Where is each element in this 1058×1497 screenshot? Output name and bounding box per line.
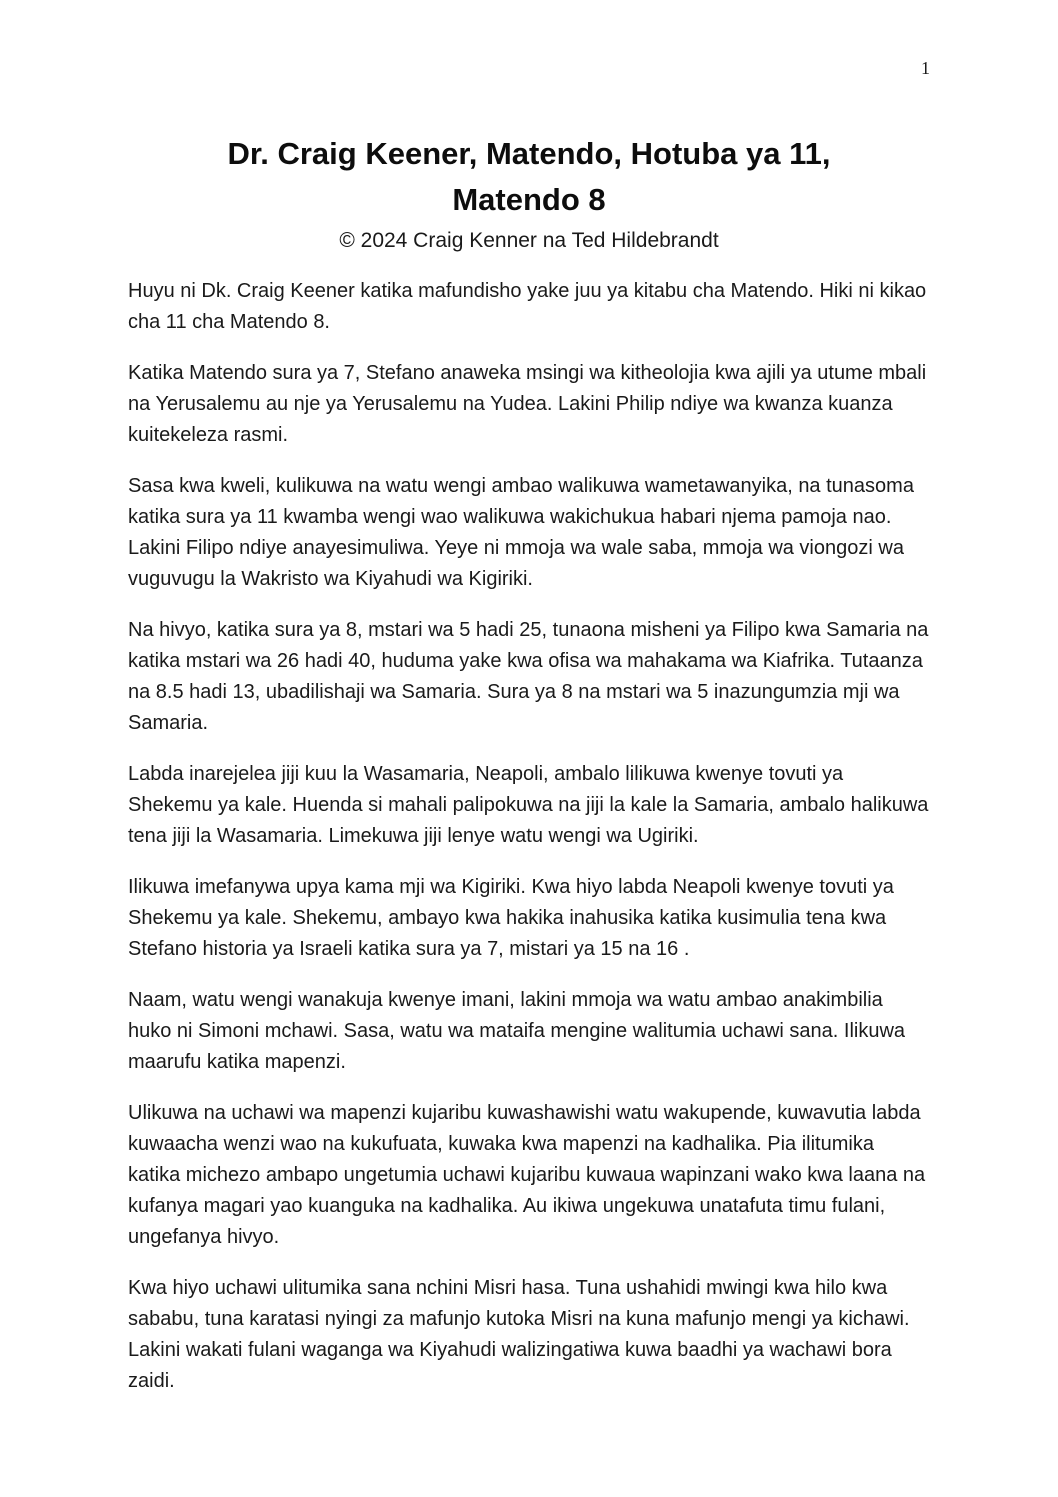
title-line-2: Matendo 8 xyxy=(452,182,606,217)
copyright-line: © 2024 Craig Kenner na Ted Hildebrandt xyxy=(339,229,719,252)
paragraph-8: Ulikuwa na uchawi wa mapenzi kujaribu kuwashawishi watu wakupende, kuwavutia labda kuwaacha wenzi wao na kukufuata, kuwaka kwa mapenzi na kadhalika. Pia ilitumika katika michezo ambapo ungetumia uchawi kujaribu kuwaua wapinzani wako kwa laana na kufanya magari yao kuanguka na kadhalika. Au ikiwa ungekuwa unatafuta timu fulani, ungefanya hivyo. xyxy=(128,1102,926,1248)
page-number: 1 xyxy=(921,58,930,78)
document-title xyxy=(128,131,930,223)
paragraph-4: Na hivyo, katika sura ya 8, mstari wa 5 hadi 25, tunaona misheni ya Filipo kwa Samaria na katika mstari wa 26 hadi 40, huduma yake kwa ofisa wa mahakama wa Kiafrika. Tutaanza na 8.5 hadi 13, ubadilishaji wa Samaria. Sura ya 8 na mstari wa 5 inazungumzia mji wa Samaria. xyxy=(128,619,929,734)
paragraph-6: Ilikuwa imefanywa upya kama mji wa Kigiriki. Kwa hiyo labda Neapoli kwenye tovuti ya Shekemu ya kale. Shekemu, ambayo kwa hakika inahusika katika kusimulia tena kwa Stefano historia ya Israeli katika sura ya 7, mistari ya 15 na 16 . xyxy=(128,876,894,960)
paragraph-9: Kwa hiyo uchawi ulitumika sana nchini Misri hasa. Tuna ushahidi mwingi kwa hilo kwa sababu, tuna karatasi nyingi za mafunjo kutoka Misri na kuna mafunjo mengi ya kichawi. Lakini wakati fulani waganga wa Kiyahudi walizingatiwa kuwa baadhi ya wachawi bora zaidi. xyxy=(128,1277,910,1392)
paragraph-7: Naam, watu wengi wanakuja kwenye imani, lakini mmoja wa watu ambao anakimbilia huko ni Simoni mchawi. Sasa, watu wa mataifa mengine walitumia uchawi sana. Ilikuwa maarufu katika mapenzi. xyxy=(128,989,906,1073)
paragraph-1: Huyu ni Dk. Craig Keener katika mafundisho yake juu ya kitabu cha Matendo. Hiki ni kikao cha 11 cha Matendo 8. xyxy=(128,280,927,333)
paragraph-3: Sasa kwa kweli, kulikuwa na watu wengi ambao walikuwa wametawanyika, na tunasoma katika sura ya 11 kwamba wengi wao walikuwa wakichukua habari njema pamoja nao. Lakini Filipo ndiye anayesimuliwa. Yeye ni mmoja wa wale saba, mmoja wa viongozi wa vuguvugu la Wakristo wa Kiyahudi wa Kigiriki. xyxy=(128,475,914,590)
title-line-1: Dr. Craig Keener, Matendo, Hotuba ya 11, xyxy=(227,136,831,171)
paragraph-2: Katika Matendo sura ya 7, Stefano anaweka msingi wa kitheolojia kwa ajili ya utume mbali na Yerusalemu au nje ya Yerusalemu na Yudea. Lakini Philip ndiye wa kwanza kuanza kuitekeleza rasmi. xyxy=(128,362,927,446)
paragraph-5: Labda inarejelea jiji kuu la Wasamaria, Neapoli, ambalo lilikuwa kwenye tovuti ya Shekemu ya kale. Huenda si mahali palipokuwa na jiji la kale la Samaria, ambalo halikuwa tena jiji la Wasamaria. Limekuwa jiji lenye watu wengi wa Ugiriki. xyxy=(128,763,929,847)
